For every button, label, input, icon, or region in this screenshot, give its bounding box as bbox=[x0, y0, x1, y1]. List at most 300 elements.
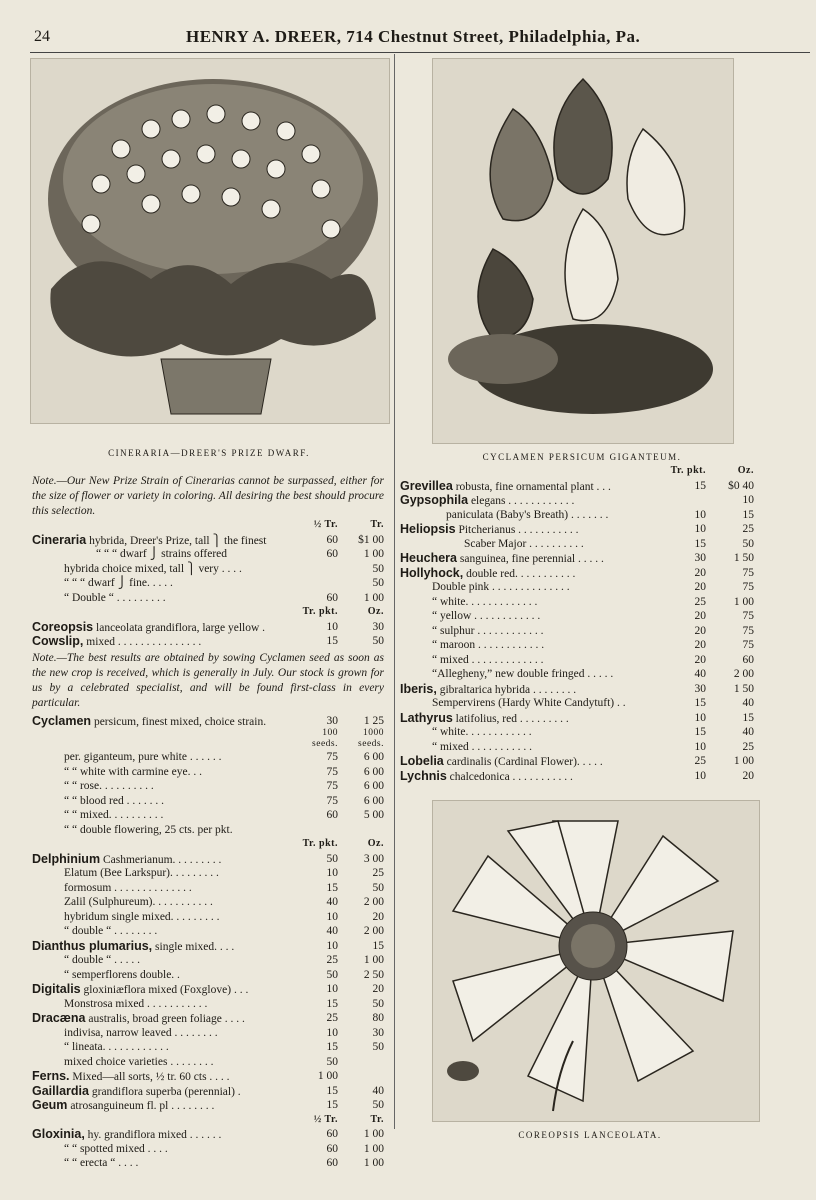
price-row bbox=[400, 537, 754, 552]
genus-name: Heliopsis bbox=[400, 522, 456, 536]
cineraria-caption: CINERARIA—DREER'S PRIZE DWARF. bbox=[108, 448, 310, 458]
genus-name: Heuchera bbox=[400, 551, 457, 565]
item-description: latifolius, red . . . . . . . . . bbox=[455, 712, 569, 725]
price-column-1-header: 100 bbox=[322, 728, 338, 738]
item-description: robusta, fine ornamental plant . . . bbox=[455, 480, 611, 493]
item-description: chalcedonica . . . . . . . . . . . bbox=[449, 770, 573, 783]
running-title: HENRY A. DREER, 714 Chestnut Street, Philadelphia, Pa. bbox=[186, 27, 641, 46]
price-column-2: 40 bbox=[742, 726, 754, 738]
price-row bbox=[400, 667, 754, 682]
price-column-2: 1 50 bbox=[733, 552, 754, 564]
item-description: “ “ blood red . . . . . . . bbox=[64, 794, 164, 807]
genus-name: Coreopsis bbox=[32, 619, 94, 634]
item-label bbox=[32, 1084, 241, 1100]
price-row bbox=[400, 551, 754, 566]
price-column-2: 1 00 bbox=[363, 591, 384, 604]
price-row bbox=[32, 968, 384, 983]
price-row bbox=[400, 725, 754, 740]
price-column-1: 40 bbox=[694, 668, 706, 680]
item-description: “Allegheny,” new double fringed . . . . . bbox=[432, 668, 614, 680]
item-description: atrosanguineum fl. pl . . . . . . . . bbox=[70, 1100, 215, 1112]
price-row bbox=[32, 823, 384, 838]
item-label bbox=[64, 997, 207, 1012]
price-column-1: 15 bbox=[694, 479, 706, 492]
item-label bbox=[32, 634, 201, 650]
item-description: “ sulphur . . . . . . . . . . . . bbox=[432, 624, 544, 637]
price-column-1: 25 bbox=[694, 755, 706, 767]
price-row bbox=[32, 866, 384, 881]
price-row bbox=[32, 939, 384, 954]
price-column-1: 30 bbox=[694, 682, 706, 695]
price-column-1: 10 bbox=[694, 711, 706, 724]
genus-name: Dianthus plumarius, bbox=[32, 938, 153, 953]
price-row bbox=[400, 754, 754, 769]
cineraria-note: Note.—Our New Prize Strain of Cinerarias cannot be surpassed, either for the size of flower or variety in coloring. All desiring the best should procure this selection. bbox=[32, 475, 384, 517]
item-label bbox=[32, 714, 266, 730]
item-label bbox=[32, 620, 265, 636]
item-label bbox=[96, 547, 227, 562]
price-column-2: 80 bbox=[372, 1012, 384, 1024]
price-row bbox=[32, 634, 384, 649]
price-column-1: 10 bbox=[326, 867, 338, 879]
price-row bbox=[32, 1055, 384, 1070]
genus-name: Grevillea bbox=[400, 478, 453, 493]
price-column-2: 6 00 bbox=[363, 765, 384, 778]
genus-name: Gloxinia, bbox=[32, 1127, 85, 1141]
price-column-1-header: ½ Tr. bbox=[313, 1113, 338, 1125]
price-column-1: 15 bbox=[326, 1084, 338, 1097]
price-row bbox=[400, 566, 754, 581]
price-row bbox=[400, 595, 754, 610]
item-label bbox=[432, 740, 532, 755]
item-label bbox=[32, 982, 248, 998]
genus-name: Cineraria bbox=[32, 532, 87, 547]
price-column-2: 60 bbox=[742, 653, 754, 666]
item-description: australis, broad green foliage . . . . bbox=[88, 1013, 245, 1025]
item-label bbox=[432, 696, 626, 711]
price-row bbox=[400, 479, 754, 494]
price-column-2: 1 00 bbox=[363, 954, 384, 966]
item-label bbox=[64, 1055, 213, 1070]
column-divider bbox=[394, 54, 395, 1129]
price-column-2: 75 bbox=[742, 624, 754, 637]
price-row bbox=[32, 794, 384, 809]
price-column-2: 2 00 bbox=[363, 925, 384, 937]
price-column-2: 25 bbox=[742, 523, 754, 535]
price-column-1: 25 bbox=[326, 1012, 338, 1024]
item-description: “ “ rose. . . . . . . . . . bbox=[64, 780, 154, 792]
price-column-2: $0 40 bbox=[728, 479, 754, 492]
price-column-1: 15 bbox=[694, 697, 706, 709]
coreopsis-drawing bbox=[433, 801, 759, 1121]
item-label bbox=[400, 682, 576, 698]
price-column-2: 15 bbox=[742, 508, 754, 521]
item-label bbox=[64, 765, 202, 780]
item-description: “ “ “ dwarf ⎭ fine. . . . . bbox=[64, 577, 173, 589]
price-row bbox=[32, 808, 384, 823]
item-label bbox=[64, 794, 164, 809]
item-description: double red. . . . . . . . . . . bbox=[466, 567, 576, 580]
item-label bbox=[432, 580, 570, 595]
price-row bbox=[32, 953, 384, 968]
item-label bbox=[464, 537, 584, 552]
price-column-2: 50 bbox=[372, 562, 384, 575]
price-column-1: 1 00 bbox=[317, 1070, 338, 1082]
genus-name: Gypsophila bbox=[400, 493, 469, 507]
price-column-1: 20 bbox=[694, 653, 706, 666]
item-description: “ maroon . . . . . . . . . . . . bbox=[432, 639, 545, 651]
price-column-1: 20 bbox=[694, 581, 706, 593]
column-header-row bbox=[32, 605, 384, 620]
price-column-1: 15 bbox=[326, 881, 338, 894]
genus-name: Iberis, bbox=[400, 681, 437, 696]
price-column-2: 3 00 bbox=[363, 852, 384, 865]
price-column-1: 75 bbox=[326, 751, 338, 763]
price-row bbox=[32, 1156, 384, 1171]
price-row bbox=[32, 1142, 384, 1157]
genus-name: Geum bbox=[32, 1098, 68, 1112]
item-description: mixed . . . . . . . . . . . . . . . bbox=[86, 636, 202, 648]
price-row bbox=[400, 624, 754, 639]
price-column-1: 10 bbox=[326, 910, 338, 923]
price-column-2: 15 bbox=[742, 711, 754, 724]
item-description: elegans . . . . . . . . . . . . bbox=[470, 495, 575, 507]
price-column-2: 50 bbox=[742, 537, 754, 550]
coreopsis-caption: COREOPSIS LANCEOLATA. bbox=[518, 1130, 662, 1140]
column-header-row bbox=[32, 728, 384, 739]
item-description: hy. grandiflora mixed . . . . . . bbox=[87, 1129, 222, 1141]
genus-name: Digitalis bbox=[32, 982, 81, 996]
item-label bbox=[432, 725, 532, 740]
item-label bbox=[64, 808, 163, 823]
price-row bbox=[400, 493, 754, 508]
item-label bbox=[32, 1069, 230, 1085]
cyclamen-note: Note.—The best results are obtained by sowing Cyclamen seed as soon as the new crop is received, which is generally in July. Our stock is grown for us by a celebrated specialist, and will be found first-class in every particular. bbox=[32, 651, 384, 709]
item-description: “ double “ . . . . . . . . bbox=[64, 925, 158, 937]
price-column-2: 75 bbox=[742, 610, 754, 622]
item-label bbox=[446, 508, 608, 523]
price-column-1: 20 bbox=[694, 639, 706, 651]
item-label bbox=[64, 1040, 169, 1055]
genus-name: Lychnis bbox=[400, 768, 447, 783]
column-header-row bbox=[32, 1113, 384, 1128]
item-label bbox=[64, 779, 154, 794]
price-column-2: 50 bbox=[372, 577, 384, 589]
price-row bbox=[400, 653, 754, 668]
price-row bbox=[32, 591, 384, 606]
price-row bbox=[32, 576, 384, 591]
price-column-1: 20 bbox=[694, 610, 706, 622]
item-label bbox=[64, 953, 140, 968]
item-description: “ “ mixed. . . . . . . . . . bbox=[64, 809, 164, 821]
genus-name: Hollyhock, bbox=[400, 565, 464, 580]
item-label bbox=[432, 595, 537, 610]
price-column-1-header: Tr. pkt. bbox=[302, 606, 338, 617]
item-description: Mixed—all sorts, ½ tr. 60 cts . . . . bbox=[72, 1071, 230, 1083]
price-row bbox=[32, 779, 384, 794]
item-label bbox=[64, 562, 242, 577]
item-label bbox=[32, 1011, 245, 1027]
item-label bbox=[400, 566, 575, 582]
price-column-2-header: seeds. bbox=[358, 739, 384, 749]
price-column-2: 1 50 bbox=[733, 682, 754, 695]
item-description: indivisa, narrow leaved . . . . . . . . bbox=[64, 1026, 218, 1039]
price-column-2: 2 50 bbox=[363, 968, 384, 981]
item-label bbox=[400, 522, 579, 538]
price-column-1: 10 bbox=[694, 740, 706, 753]
price-row bbox=[32, 881, 384, 896]
item-description: hybrida choice mixed, tall ⎫ very . . . . bbox=[64, 562, 242, 575]
item-label bbox=[400, 754, 603, 770]
item-description: Scaber Major . . . . . . . . . . bbox=[464, 537, 584, 550]
price-column-2-header: Tr. bbox=[370, 1113, 384, 1125]
item-label bbox=[432, 624, 543, 639]
price-column-1-header: Tr. pkt. bbox=[670, 465, 706, 476]
item-label bbox=[64, 1156, 138, 1171]
price-row bbox=[32, 620, 384, 635]
item-description: “ white. . . . . . . . . . . . . bbox=[432, 595, 538, 608]
item-description: mixed choice varieties . . . . . . . . bbox=[64, 1055, 214, 1068]
price-row bbox=[32, 547, 384, 562]
item-description: hybridum single mixed. . . . . . . . . bbox=[64, 910, 220, 923]
page-number: 24 bbox=[34, 28, 50, 45]
item-description: paniculata (Baby's Breath) . . . . . . . bbox=[446, 508, 609, 521]
price-column-2: 75 bbox=[742, 566, 754, 579]
genus-name: Lathyrus bbox=[400, 710, 453, 725]
price-row bbox=[32, 1069, 384, 1084]
item-description: “ “ erecta “ . . . . bbox=[64, 1157, 139, 1169]
item-description: Pitcherianus . . . . . . . . . . . bbox=[458, 524, 579, 536]
item-description: “ lineata. . . . . . . . . . . . bbox=[64, 1041, 169, 1053]
price-column-2: 1 00 bbox=[363, 548, 384, 560]
price-row bbox=[32, 852, 384, 867]
price-row bbox=[32, 924, 384, 939]
price-column-1: 20 bbox=[694, 566, 706, 579]
item-label bbox=[400, 551, 604, 567]
price-column-2: 20 bbox=[372, 910, 384, 923]
item-description: gibraltarica hybrida . . . . . . . . bbox=[439, 683, 577, 696]
item-description: Double pink . . . . . . . . . . . . . . bbox=[432, 581, 570, 593]
price-row bbox=[32, 765, 384, 780]
price-row bbox=[32, 1026, 384, 1041]
item-label bbox=[64, 823, 233, 838]
price-column-2: 50 bbox=[372, 881, 384, 894]
item-description: “ Double “ . . . . . . . . . bbox=[64, 591, 166, 604]
item-label bbox=[64, 881, 192, 896]
price-column-1: 50 bbox=[326, 852, 338, 865]
item-description: Zalil (Sulphureum). . . . . . . . . . . bbox=[64, 896, 213, 908]
price-column-2: 50 bbox=[372, 997, 384, 1010]
price-column-1: 60 bbox=[326, 533, 338, 546]
price-column-2: 50 bbox=[372, 1099, 384, 1111]
item-description: Sempervirens (Hardy White Candytuft) . . bbox=[432, 697, 626, 709]
column-header-row bbox=[32, 518, 384, 533]
cineraria-illustration bbox=[30, 58, 390, 424]
price-row bbox=[32, 997, 384, 1012]
price-row bbox=[400, 580, 754, 595]
price-column-2: 1 25 bbox=[363, 714, 384, 727]
item-label bbox=[32, 939, 234, 955]
price-row bbox=[32, 1011, 384, 1026]
price-column-1: 15 bbox=[694, 726, 706, 738]
price-column-2: 15 bbox=[372, 939, 384, 952]
item-label bbox=[64, 866, 219, 881]
price-column-1: 10 bbox=[326, 620, 338, 633]
cyclamen-caption: CYCLAMEN PERSICUM GIGANTEUM. bbox=[482, 452, 682, 462]
header-rule bbox=[30, 52, 810, 53]
price-column-2-header: Oz. bbox=[367, 838, 384, 849]
item-description: hybrida, Dreer's Prize, tall ⎫ the finest bbox=[89, 534, 267, 547]
price-column-2: 40 bbox=[372, 1084, 384, 1097]
item-label bbox=[432, 667, 613, 682]
price-column-2: 1 00 bbox=[733, 755, 754, 767]
item-description: “ semperflorens double. . bbox=[64, 968, 180, 981]
price-column-1: 30 bbox=[326, 714, 338, 727]
price-row bbox=[32, 895, 384, 910]
cyclamen-illustration bbox=[432, 58, 734, 444]
item-description: formosum . . . . . . . . . . . . . . bbox=[64, 881, 192, 894]
price-row bbox=[32, 910, 384, 925]
price-column-1: 50 bbox=[326, 968, 338, 981]
price-column-2: 6 00 bbox=[363, 794, 384, 807]
genus-name: Cowslip, bbox=[32, 634, 84, 648]
price-column-1-header: seeds. bbox=[312, 739, 338, 749]
coreopsis-illustration bbox=[432, 800, 760, 1122]
price-column-2: $1 00 bbox=[358, 533, 384, 546]
price-column-1: 60 bbox=[326, 591, 338, 604]
item-description: “ “ double flowering, 25 cts. per pkt. bbox=[64, 823, 233, 836]
item-description: gloxiniæflora mixed (Foxglove) . . . bbox=[83, 984, 249, 996]
item-label bbox=[64, 750, 221, 765]
price-column-1: 50 bbox=[326, 1055, 338, 1068]
item-label bbox=[400, 769, 573, 785]
item-label bbox=[32, 1127, 221, 1143]
cyclamen-drawing bbox=[433, 59, 733, 443]
price-row bbox=[32, 562, 384, 577]
price-row bbox=[400, 638, 754, 653]
cineraria-drawing bbox=[31, 59, 389, 423]
price-row bbox=[400, 682, 754, 697]
price-column-1: 20 bbox=[694, 624, 706, 637]
price-column-1: 60 bbox=[326, 1142, 338, 1155]
item-description: “ double “ . . . . . bbox=[64, 954, 141, 966]
price-column-1: 10 bbox=[694, 769, 706, 782]
price-column-1: 30 bbox=[694, 552, 706, 564]
price-row bbox=[32, 714, 384, 729]
item-description: “ mixed . . . . . . . . . . . . . bbox=[432, 653, 544, 666]
price-column-1: 15 bbox=[326, 1041, 338, 1053]
price-column-2: 10 bbox=[742, 494, 754, 506]
price-column-1: 60 bbox=[326, 809, 338, 821]
price-column-2: 30 bbox=[372, 620, 384, 633]
item-description: Monstrosa mixed . . . . . . . . . . . bbox=[64, 997, 208, 1010]
item-label bbox=[64, 1026, 218, 1041]
price-column-2: 1 00 bbox=[363, 1142, 384, 1155]
item-description: Cashmerianum. . . . . . . . . bbox=[102, 853, 222, 866]
item-label bbox=[432, 609, 540, 624]
price-row bbox=[400, 769, 754, 784]
item-description: grandiflora superba (perennial) . bbox=[91, 1085, 241, 1098]
price-column-2: 20 bbox=[742, 769, 754, 782]
page-header bbox=[0, 22, 816, 52]
price-column-2: 25 bbox=[742, 740, 754, 753]
left-price-list bbox=[32, 518, 384, 1171]
item-label bbox=[432, 638, 544, 653]
price-column-1: 40 bbox=[326, 925, 338, 937]
item-description: “ mixed . . . . . . . . . . . bbox=[432, 740, 532, 753]
price-column-1: 10 bbox=[694, 508, 706, 521]
price-row bbox=[32, 750, 384, 765]
price-column-2: 6 00 bbox=[363, 780, 384, 792]
price-column-2: 5 00 bbox=[363, 809, 384, 821]
price-row bbox=[32, 1098, 384, 1113]
price-column-2: 30 bbox=[372, 1026, 384, 1039]
price-row bbox=[400, 522, 754, 537]
item-description: “ yellow . . . . . . . . . . . . bbox=[432, 610, 541, 622]
column-header-row bbox=[32, 739, 384, 750]
price-row bbox=[32, 533, 384, 548]
price-column-2: 1 00 bbox=[733, 595, 754, 608]
price-column-2: 50 bbox=[372, 1041, 384, 1053]
item-description: Elatum (Bee Larkspur). . . . . . . . . bbox=[64, 867, 219, 879]
price-column-2: 75 bbox=[742, 581, 754, 593]
item-label bbox=[32, 533, 266, 549]
price-row bbox=[32, 1127, 384, 1142]
genus-name: Delphinium bbox=[32, 851, 101, 866]
price-column-1: 75 bbox=[326, 765, 338, 778]
price-column-1: 60 bbox=[326, 548, 338, 560]
genus-name: Gaillardia bbox=[32, 1083, 89, 1098]
price-column-1: 75 bbox=[326, 780, 338, 792]
price-column-2-header: Tr. bbox=[370, 519, 384, 530]
item-description: single mixed. . . . bbox=[155, 940, 235, 953]
price-row bbox=[400, 609, 754, 624]
price-column-2: 6 00 bbox=[363, 751, 384, 763]
item-label bbox=[432, 653, 543, 668]
price-row bbox=[400, 508, 754, 523]
genus-name: Dracæna bbox=[32, 1011, 86, 1025]
genus-name: Ferns. bbox=[32, 1069, 70, 1083]
item-description: sanguinea, fine perennial . . . . . bbox=[459, 553, 604, 565]
item-description: “ “ spotted mixed . . . . bbox=[64, 1142, 168, 1155]
price-column-1: 75 bbox=[326, 794, 338, 807]
price-column-1-header: ½ Tr. bbox=[313, 519, 338, 530]
price-row bbox=[32, 982, 384, 997]
right-price-list bbox=[400, 464, 754, 783]
price-column-2: 2 00 bbox=[363, 896, 384, 908]
price-column-1: 60 bbox=[326, 1157, 338, 1169]
price-row bbox=[400, 696, 754, 711]
item-label bbox=[400, 711, 569, 727]
item-description: “ “ white with carmine eye. . . bbox=[64, 765, 202, 778]
item-label bbox=[32, 852, 221, 868]
price-column-2: 1 00 bbox=[363, 1157, 384, 1169]
price-column-1-header: Tr. pkt. bbox=[302, 838, 338, 849]
price-column-1: 15 bbox=[694, 537, 706, 550]
price-column-2: 1 00 bbox=[363, 1128, 384, 1140]
price-row bbox=[400, 740, 754, 755]
price-column-2: 40 bbox=[742, 697, 754, 709]
item-label bbox=[64, 924, 157, 939]
price-column-1: 15 bbox=[326, 997, 338, 1010]
item-label bbox=[64, 968, 180, 983]
column-header-row bbox=[32, 837, 384, 852]
price-column-1: 10 bbox=[326, 983, 338, 995]
price-column-2: 2 00 bbox=[733, 668, 754, 680]
item-label bbox=[64, 1142, 168, 1157]
price-column-1: 25 bbox=[326, 954, 338, 966]
item-label bbox=[64, 591, 166, 606]
